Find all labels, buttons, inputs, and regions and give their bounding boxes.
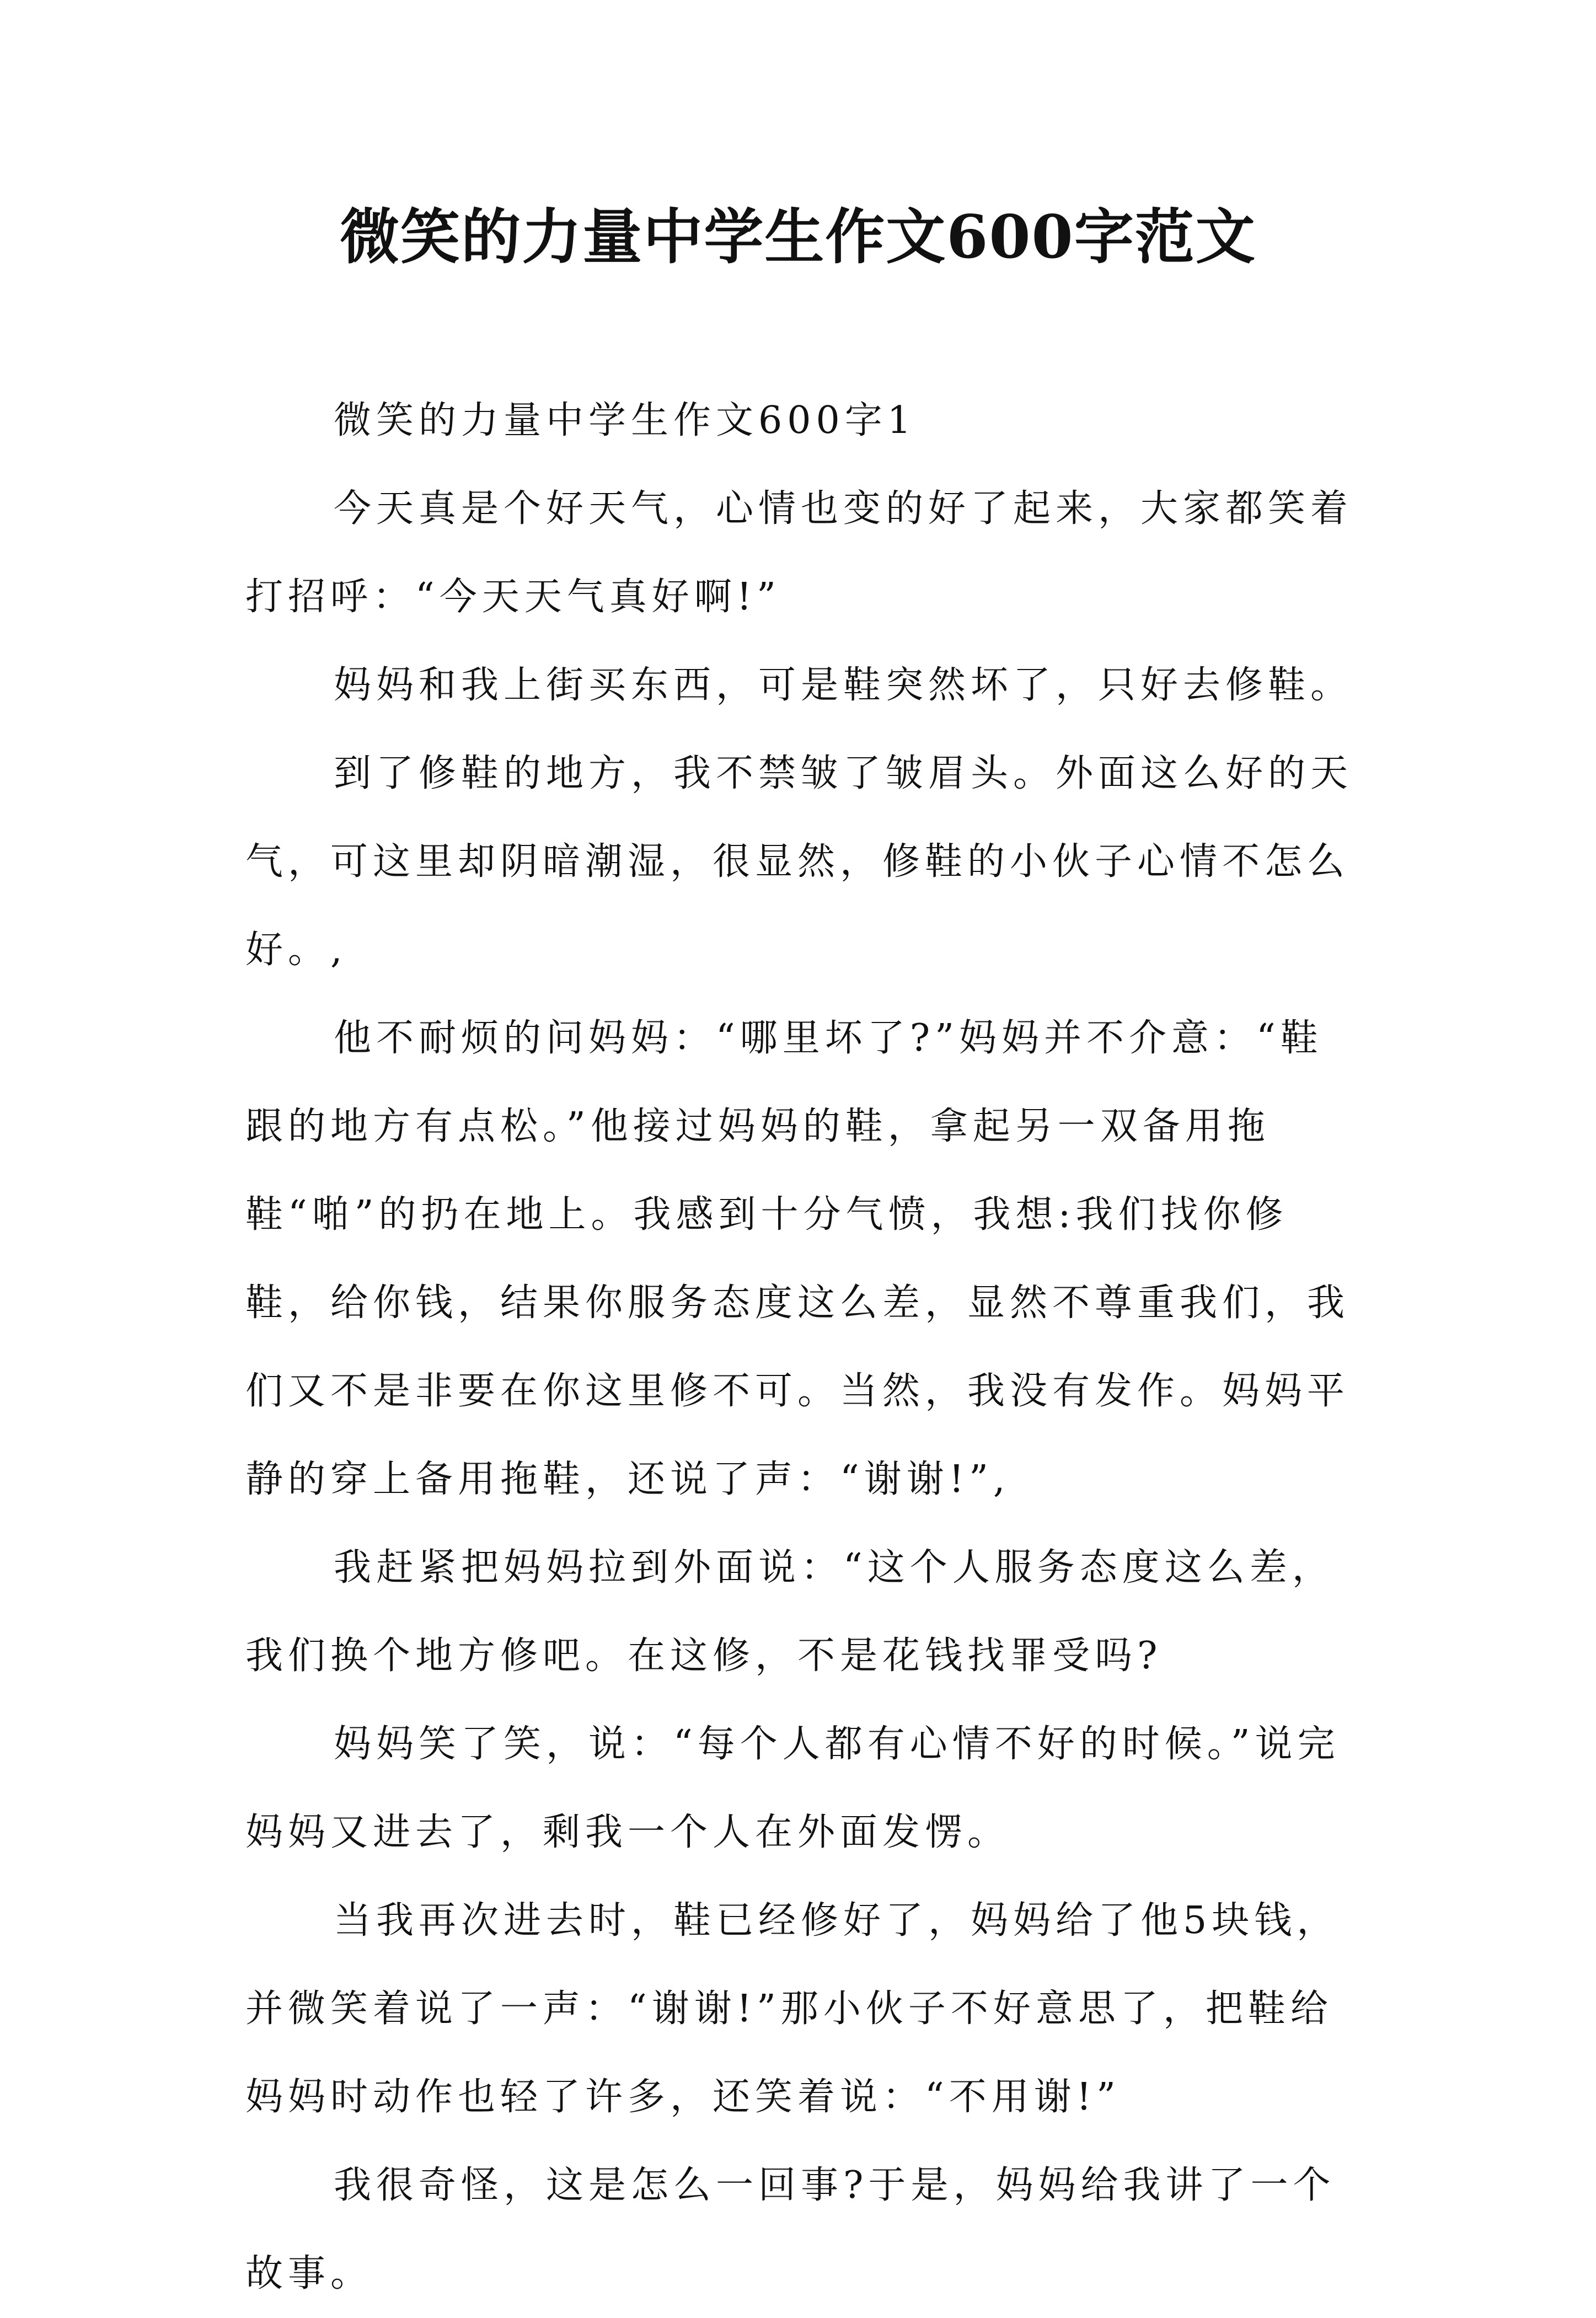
paragraph: 我赶紧把妈妈拉到外面说：“这个人服务态度这么差，我们换个地方修吧。在这修，不是花钱找罪受吗? [245, 1546, 1335, 1678]
paragraph: 当我再次进去时，鞋已经修好了，妈妈给了他5块钱，并微笑着说了一声：“谢谢!”那小伙子不好意思了，把鞋给妈妈时动作也轻了许多，还笑着说：“不用谢!” [245, 1899, 1340, 2119]
paragraph: 到了修鞋的地方，我不禁皱了皱眉头。外面这么好的天气，可这里却阴暗潮湿，很显然，修鞋的小伙子心情不怎么好。, [245, 752, 1353, 972]
document-body [245, 377, 1365, 2318]
paragraph: 他不耐烦的问妈妈：“哪里坏了?”妈妈并不介意：“鞋跟的地方有点松。”他接过妈妈的鞋，拿起另一双备用拖鞋“啪”的扔在地上。我感到十分气愤，我想:我们找你修鞋，给你钱，结果你服务态度这么差，显然不尊重我们，我们又不是非要在你这里修不可。当然，我没有发作。妈妈平静的穿上备用拖鞋，还说了声：“谢谢!”, [245, 1016, 1350, 1501]
paragraph: 我很奇怪，这是怎么一回事?于是，妈妈给我讲了一个故事。 [245, 2164, 1336, 2295]
document-title: 微笑的力量中学生作文600字范文 [340, 202, 1256, 272]
paragraph: 妈妈和我上街买东西，可是鞋突然坏了，只好去修鞋。 [334, 663, 1353, 707]
paragraph: 妈妈笑了笑，说：“每个人都有心情不好的时候。”说完妈妈又进去了，剩我一个人在外面发愣。 [245, 1722, 1340, 1854]
paragraph: 今天真是个好天气，心情也变的好了起来，大家都笑着打招呼：“今天天气真好啊!” [245, 487, 1353, 619]
paragraph-subtitle: 微笑的力量中学生作文600字1 [334, 399, 917, 442]
